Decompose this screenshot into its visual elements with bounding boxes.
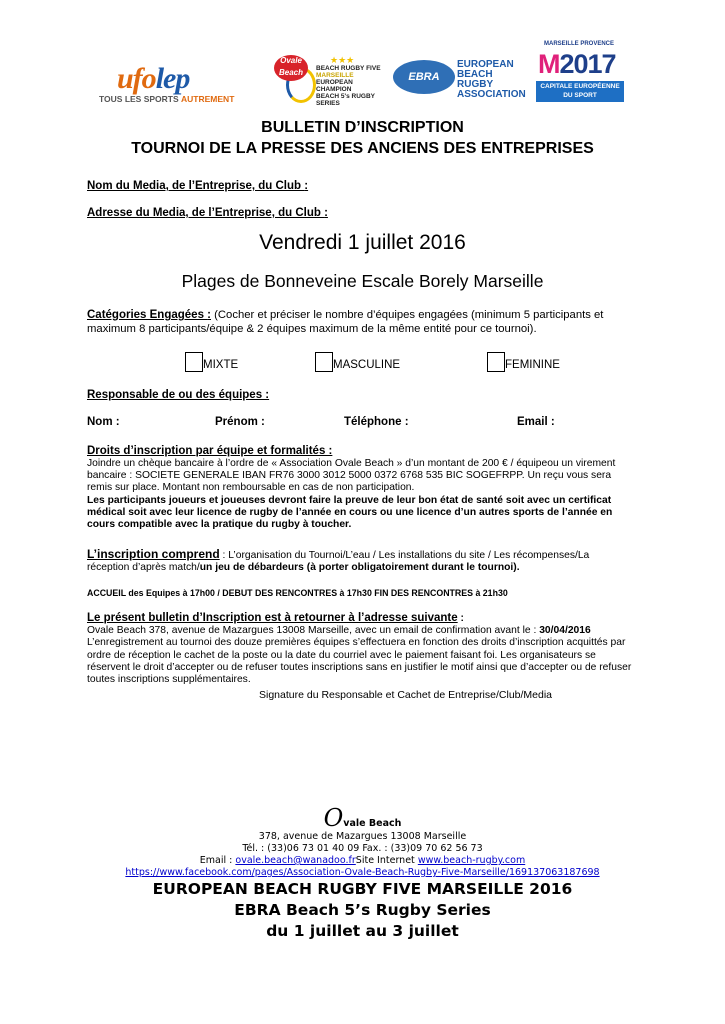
checkbox-masculine-label: MASCULINE xyxy=(333,359,401,371)
marseille-2017-logo xyxy=(536,41,628,103)
droits-text xyxy=(87,458,632,531)
footer-facebook xyxy=(0,867,725,878)
retour-text1: Ovale Beach 378, avenue de Mazargues 13008 Marseille, avec un email de confirmation avant le : xyxy=(87,625,540,637)
droits-label: Droits d’inscription par équipe et formalités : xyxy=(87,445,333,457)
footer-site-link[interactable]: www.beach-rugby.com xyxy=(417,855,526,866)
m2017-top: MARSEILLE PROVENCE xyxy=(544,41,615,47)
checkbox-feminine-box[interactable] xyxy=(487,352,505,372)
ufolep-tag-b: AUTREMENT xyxy=(181,94,235,104)
ovale-badge: Ovale Beach xyxy=(274,55,308,81)
footer-phone: Tél. : (33)06 73 01 40 09 Fax. : (33)09 70 62 56 73 xyxy=(242,843,483,854)
stars-icon: ★★★ xyxy=(330,55,355,65)
droits-body: Joindre un chèque bancaire à l’ordre de « Association Ovale Beach » d’un montant de 200 € / équipeou un virement bancaire : SOCIETE GENERALE IBAN FR76 3000 3012 5000 0372 6768 535 BIC SOGEFRPP. Un reçu vous sera remis sur place. Montant non remboursable en cas de non participation. xyxy=(87,458,616,494)
m2017-wordmark xyxy=(538,49,616,80)
footer-brand-o: O xyxy=(323,804,344,832)
footer-address: 378, avenue de Mazargues 13008 Marseille xyxy=(258,831,467,842)
checkbox-masculine-box[interactable] xyxy=(315,352,333,372)
ufolep-wordmark xyxy=(117,62,189,96)
ovale-line3: EUROPEAN CHAMPION xyxy=(316,79,353,93)
checkbox-mixte-box[interactable] xyxy=(185,352,203,372)
ufolep-tagline xyxy=(99,94,234,104)
m2017-m: M xyxy=(538,49,560,79)
page-subtitle: TOURNOI DE LA PRESSE DES ANCIENS DES ENTREPRISES xyxy=(131,140,594,157)
inscription-section xyxy=(87,548,632,574)
footer-line1: EUROPEAN BEACH RUGBY FIVE MARSEILLE 2016 xyxy=(152,880,573,898)
retour-section xyxy=(87,612,632,686)
retour-label: Le présent bulletin d’Inscription est à retourner à l’adresse suivante xyxy=(87,612,458,624)
footer-brand xyxy=(0,804,725,832)
checkbox-feminine[interactable] xyxy=(487,352,560,372)
page-title: BULLETIN D’INSCRIPTION xyxy=(261,119,464,136)
facebook-link[interactable]: https://www.facebook.com/pages/Association-Ovale-Beach-Rugby-Five-Marseille/169137063187698 xyxy=(125,867,600,878)
prenom-field[interactable]: Prénom : xyxy=(215,416,265,428)
ebra-logo-text xyxy=(457,60,526,100)
footer-site-label: Site Internet xyxy=(355,855,418,866)
checkbox-feminine-label: FEMININE xyxy=(505,359,560,371)
inscription-label: L’inscription comprend xyxy=(87,547,220,561)
media-address-colon: : xyxy=(324,207,328,219)
ebra-line2: BEACH RUGBY xyxy=(457,69,494,90)
m2017-box1: CAPITALE EUROPÉENNE xyxy=(540,83,620,90)
categories-section xyxy=(87,309,647,336)
footer-line2: EBRA Beach 5’s Rugby Series xyxy=(234,901,491,919)
ufolep-word-a: ufo xyxy=(117,62,156,95)
ovale-line1: BEACH RUGBY FIVE xyxy=(316,65,381,72)
m2017-banner xyxy=(536,81,624,102)
categories-text: (Cocher et préciser le nombre d’équipes engagées (minimum 5 participants et maximum 8 participants/équipe & 2 équipes maximum de la même entité pour ce tournoi). xyxy=(87,309,604,335)
inscription-bold: un jeu de débardeurs (à porter obligatoirement durant le tournoi). xyxy=(199,562,520,574)
event-date: Vendredi 1 juillet 2016 xyxy=(259,231,466,254)
ovale-beach-logo xyxy=(272,55,387,105)
footer-brand-rest: vale Beach xyxy=(343,818,402,829)
ebra-ball-icon: EBRA xyxy=(393,60,455,94)
checkbox-mixte-label: MIXTE xyxy=(203,359,239,371)
email-field[interactable]: Email : xyxy=(517,416,555,428)
categories-colon: : xyxy=(207,309,211,321)
ebra-logo xyxy=(393,58,526,100)
telephone-field[interactable]: Téléphone : xyxy=(344,416,409,428)
responsable-label: Responsable de ou des équipes : xyxy=(87,389,270,401)
signature-label: Signature du Responsable et Cachet de Entreprise/Club/Media xyxy=(259,689,553,701)
media-name-label: Nom du Media, de l’Entreprise, du Club xyxy=(87,180,305,192)
footer-line3: du 1 juillet au 3 juillet xyxy=(266,922,459,940)
media-name-field[interactable] xyxy=(87,176,308,194)
ufolep-word-b: lep xyxy=(155,62,190,95)
event-place: Plages de Bonneveine Escale Borely Marseille xyxy=(181,271,544,291)
ovale-line4: BEACH 5's RUGBY SERIES xyxy=(316,93,375,107)
footer-email-link[interactable]: ovale.beach@wanadoo.fr xyxy=(235,855,356,866)
ebra-line3: ASSOCIATION xyxy=(457,89,526,100)
ebra-line1: EUROPEAN xyxy=(457,59,514,70)
media-address-field[interactable] xyxy=(87,203,328,221)
inscription-text: : L’organisation du Tournoi/L’eau / Les installations du site / Les récompenses/La réception d’après match/ xyxy=(87,550,590,574)
media-address-label: Adresse du Media, de l’Entreprise, du Club xyxy=(87,207,325,219)
footer-email-label: Email : xyxy=(199,855,236,866)
checkbox-mixte[interactable] xyxy=(185,352,238,372)
nom-field[interactable]: Nom : xyxy=(87,416,120,428)
media-name-colon: : xyxy=(304,180,309,192)
m2017-box2: DU SPORT xyxy=(563,92,597,99)
ufolep-tag-a: TOUS LES SPORTS xyxy=(99,94,182,104)
ovale-line2: MARSEILLE xyxy=(316,72,354,79)
retour-deadline: 30/04/2016 xyxy=(539,625,591,637)
ovale-logo-text xyxy=(316,65,387,107)
retour-text2: L’enregistrement au tournoi des douze premières équipes s’effectuera en fonction des droits d’inscription acquittés par ordre de réception le cachet de la poste ou la date du courriel avec le paiement faisant foi. Les organisateurs se réservent le droit d’accepter ou de refuser toutes inscriptions sans en justifier le motif ainsi que d’accepter ou de refuser toutes inscriptions supplémentaires. xyxy=(87,637,632,686)
checkbox-masculine[interactable] xyxy=(315,352,400,372)
droits-bold: Les participants joueurs et joueuses devront faire la preuve de leur bon état de santé soit avec un certificat médical soit avec leur licence de rugby de l’année en cours ou une licence d’un autres sports de l’année en cours compatible avec la pratique du rugby à toucher. xyxy=(87,494,613,531)
accueil-info: ACCUEIL des Equipes à 17h00 / DEBUT DES RENCONTRES à 17h30 FIN DES RENCONTRES à 21h30 xyxy=(87,588,508,598)
categories-label: Catégories Engagées xyxy=(87,309,208,321)
m2017-year: 2017 xyxy=(559,49,616,79)
footer-contact xyxy=(0,855,725,866)
retour-colon: : xyxy=(457,613,464,624)
ufolep-logo xyxy=(95,62,270,108)
